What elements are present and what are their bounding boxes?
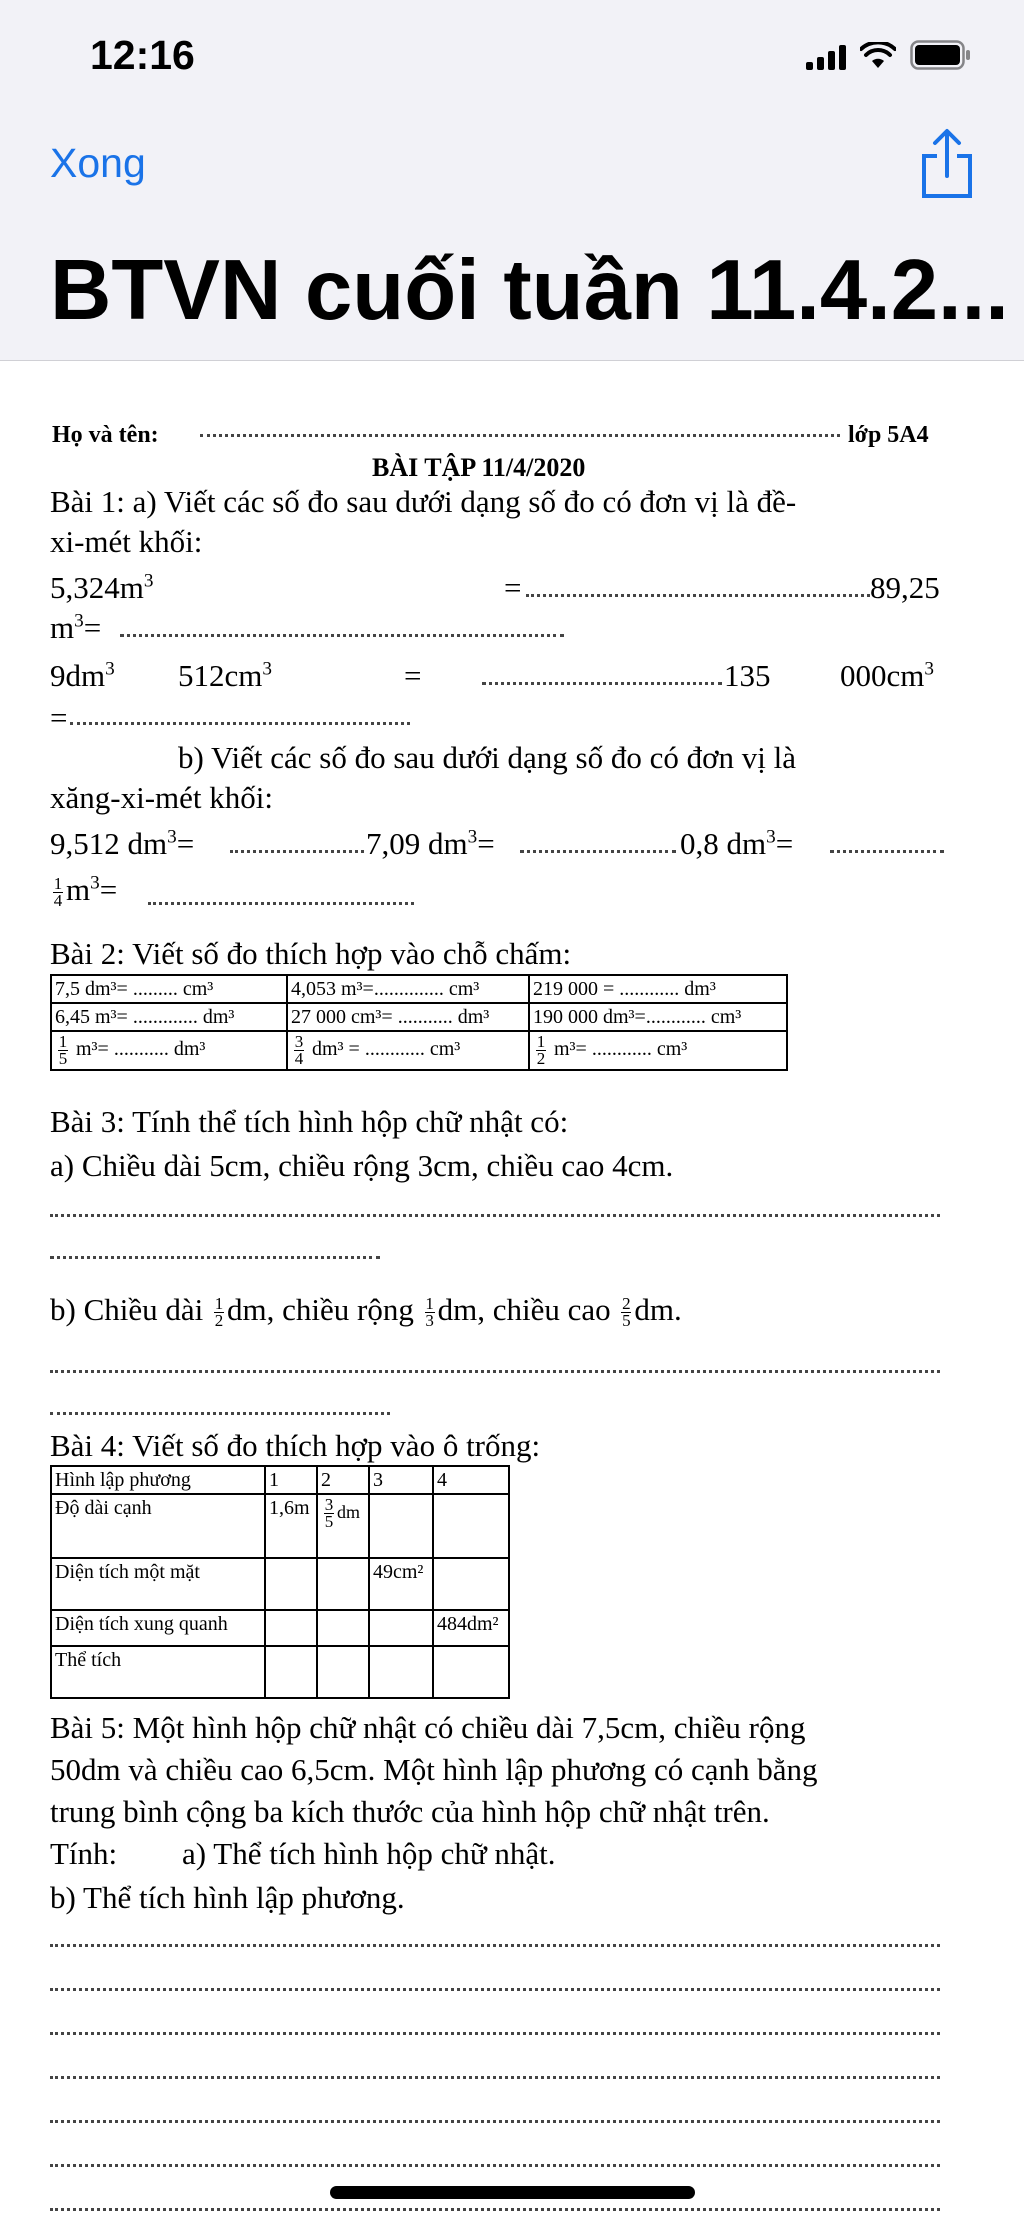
bai1b-line2: xăng-xi-mét khối: [50,780,273,815]
answer-line [50,1944,940,1947]
table-cell [369,1646,433,1698]
blank [482,682,722,685]
bai1b-item3: 0,8 $dm^3=$ [680,826,794,861]
table-header: Hình lập phương [51,1466,265,1494]
table-cell: $\frac{1}{5}$ m³= ........... dm³ [51,1031,287,1070]
bai1-item2-unit: $m^3=$ [50,610,102,645]
table-cell [433,1558,509,1610]
bai1-line2: xi-mét khối: [50,524,203,559]
wifi-icon [860,42,896,70]
table-cell: $\frac{3}{4}$ dm³ = ............ cm³ [287,1031,529,1070]
bai5-line4a: Tính: [50,1836,118,1871]
table-cell: Thể tích [51,1646,265,1698]
table-cell [317,1610,369,1646]
bai5-line1: Bài 5: Một hình hộp chữ nhật có chiều dài 7,5cm, chiều rộng [50,1710,806,1745]
table-row [51,1646,509,1698]
answer-line [50,2032,940,2035]
table-cell: 27 000 cm³= ........... dm³ [287,1003,529,1031]
fraction: $\frac{1}{2}$ [536,1032,546,1068]
fraction: $\frac{1}{5}$ [58,1032,68,1068]
table-cell: 4,053 m³=.............. cm³ [287,975,529,1003]
answer-line [50,1214,940,1217]
fraction: $\frac{2}{5}$ [622,1294,631,1331]
class-label: lớp 5A4 [848,422,929,448]
bai1-item1: $5,324m^3$ [50,570,154,605]
table-cell [317,1646,369,1698]
table-cell [369,1494,433,1558]
bai1-item3b: $512cm^3$ [178,658,272,693]
fraction: $\frac{3}{4}$ [294,1032,304,1068]
answer-line [50,2076,940,2079]
bai1b-line1: b) Viết các số đo sau dưới dạng số đo có đơn vị là [178,740,796,775]
bai2-table [50,974,788,1071]
answer-line [50,1988,940,1991]
bai1-item2: 89,25 [870,570,940,605]
cellular-signal-icon [806,44,846,70]
table-cell [265,1610,317,1646]
bai1-line1: Bài 1: a) Viết các số đo sau dưới dạng số đo có đơn vị là đề- [50,484,797,519]
table-cell: 7,5 dm³= ......... cm³ [51,975,287,1003]
bai1b-item2: 7,09 $dm^3=$ [366,826,495,861]
status-icons [806,40,972,70]
table-header: 2 [317,1466,369,1494]
fraction: $\frac{1}{4}$ [53,874,63,911]
status-time: 12:16 [90,32,195,78]
bai1-item3a: $9dm^3$ [50,658,115,693]
answer-line [50,2164,940,2167]
blank [526,594,870,597]
share-icon[interactable] [918,128,976,200]
blank [120,634,564,637]
bai4-table [50,1465,510,1699]
table-header: 3 [369,1466,433,1494]
table-cell [369,1610,433,1646]
bai1-eq3: = [404,658,422,693]
blank [148,902,414,905]
bai1-item4a: 135 [724,658,771,693]
bai4-title: Bài 4: Viết số đo thích hợp vào ô trống: [50,1428,541,1463]
table-cell: 484dm² [433,1610,509,1646]
table-header: 4 [433,1466,509,1494]
bai1-item4b: $000cm^3$ [840,658,934,693]
table-cell: 219 000 = ............ dm³ [529,975,787,1003]
bai1b-item4: $\frac{1}{4}$ $m^3=$ [53,872,118,911]
table-row [51,1003,787,1031]
table-cell [433,1494,509,1558]
table-cell: Độ dài cạnh [51,1494,265,1558]
answer-line [50,1370,940,1373]
table-cell: $\frac{3}{5}$ dm [317,1494,369,1558]
bai5-line4b: a) Thể tích hình hộp chữ nhật. [182,1836,556,1871]
bai3-b: b) Chiều dài $\frac{1}{2}$ dm, chiều rộng $\frac{1}{3}$ dm, chiều cao $\frac{2}{5}$ dm. [50,1292,682,1331]
table-cell: 49cm² [369,1558,433,1610]
bai5-line3: trung bình cộng ba kích thước của hình hộp chữ nhật trên. [50,1794,770,1829]
blank [70,722,410,725]
done-button[interactable]: Xong [50,140,146,186]
table-row [51,1558,509,1610]
fraction: $\frac{1}{3}$ [425,1294,434,1331]
home-indicator[interactable] [330,2186,695,2199]
table-cell: $\frac{1}{2}$ m³= ............ cm³ [529,1031,787,1070]
fraction: $\frac{1}{2}$ [214,1294,224,1331]
table-cell: Diện tích một mặt [51,1558,265,1610]
blank [830,850,944,853]
blank [520,850,676,853]
blank [230,850,364,853]
battery-icon [910,40,972,70]
table-cell [265,1558,317,1610]
answer-line [50,2208,940,2211]
answer-line [50,2120,940,2123]
page-title: BTVN cuối tuần 11.4.2... [50,243,1009,338]
table-row [51,1494,509,1558]
browser-chrome [0,0,1024,361]
table-header: 1 [265,1466,317,1494]
name-label: Họ và tên: [52,422,159,448]
table-cell [433,1646,509,1698]
bai2-title: Bài 2: Viết số đo thích hợp vào chỗ chấm: [50,936,572,971]
table-cell: 1,6m [265,1494,317,1558]
table-cell [265,1646,317,1698]
name-blank [200,434,840,437]
bai1-eq4: = [50,700,68,735]
bai1b-item1: 9,512 $dm^3=$ [50,826,195,861]
table-cell: 6,45 m³= ............. dm³ [51,1003,287,1031]
table-row [51,1610,509,1646]
answer-line [50,1256,380,1259]
table-row [51,1466,509,1494]
fraction: $\frac{3}{5}$ [324,1495,334,1531]
bai5-line2: 50dm và chiều cao 6,5cm. Một hình lập phương có cạnh bằng [50,1752,818,1787]
bai3-title: Bài 3: Tính thể tích hình hộp chữ nhật có: [50,1104,569,1139]
bai1-eq1: = [504,570,522,605]
bai5-line5: b) Thể tích hình lập phương. [50,1880,405,1915]
table-cell: Diện tích xung quanh [51,1610,265,1646]
bai3-a: a) Chiều dài 5cm, chiều rộng 3cm, chiều cao 4cm. [50,1148,674,1183]
answer-line [50,1412,390,1415]
table-cell: 190 000 dm³=............ cm³ [529,1003,787,1031]
table-cell [317,1558,369,1610]
worksheet-heading: BÀI TẬP 11/4/2020 [372,453,586,482]
table-row [51,1031,787,1070]
table-row [51,975,787,1003]
